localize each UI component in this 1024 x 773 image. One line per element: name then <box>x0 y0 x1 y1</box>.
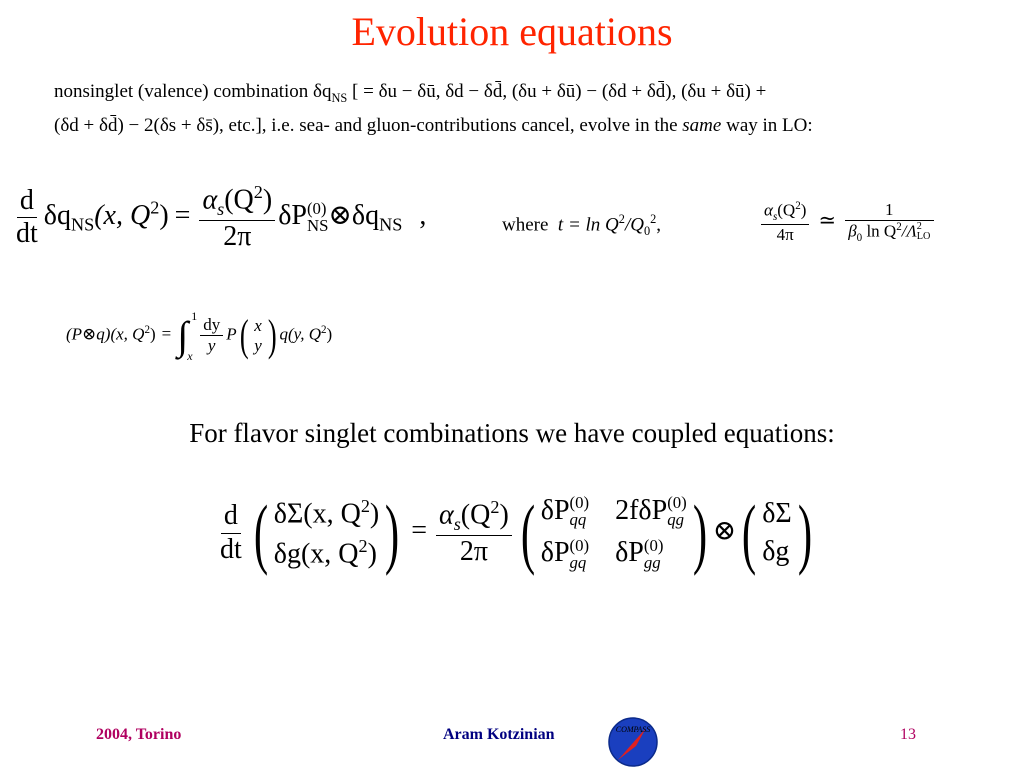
eq1-kernel-sub: NS <box>306 215 329 235</box>
eq3-dt: dt <box>220 533 242 565</box>
m21: δP <box>540 537 570 568</box>
eq2-den: 4π <box>776 224 794 244</box>
eq1-lhs-args: (x, Q <box>94 199 151 231</box>
conv-upper: 1 <box>191 309 198 323</box>
eq1-den: 2π <box>223 220 252 252</box>
t-def-mid: /Q <box>624 214 644 236</box>
eq3-v1: δΣ(x, Q <box>273 498 361 529</box>
intro-paragraph <box>54 78 984 140</box>
footer-date-location: 2004, Torino <box>96 726 182 743</box>
integral-sign: ∫ 1 x <box>177 309 198 363</box>
eq1-alpha-rest: (Q <box>224 184 254 216</box>
conv-lower: x <box>187 349 193 363</box>
m11: δP <box>540 494 570 526</box>
conv-x-over: x <box>254 315 262 335</box>
eq1-otimes: ⊗ <box>328 199 352 231</box>
eq2-rhs-num: 1 <box>845 200 934 221</box>
eq3-alpha: α <box>439 499 454 531</box>
conv-P: P <box>226 324 237 344</box>
singlet-evolution-equation: $\frac{d}{dt}$ ( δΣ(x, $Q^2$) δg(x, $Q^2$) ) = $\frac{\alpha_s(Q^2)}{2\pi}$ ( δP (0) qq 2fδP (0) qg δP (0) gq δP (0) gg ) ⊗( δΣ δg ) <box>214 494 818 572</box>
t-definition: where $t = \ln Q^2/Q_0^2$, <box>502 212 662 239</box>
conv-eq: = <box>161 324 172 344</box>
intro-same: same <box>682 114 722 136</box>
intro-ns-sub: NS <box>331 90 348 105</box>
eq3-v2: δg(x, Q <box>273 538 359 570</box>
eq1-kernel-sup: (0) <box>306 198 327 218</box>
conv-y-under: y <box>254 335 262 355</box>
running-coupling-equation: $\frac{\alpha_s(Q^2)}{4\pi}$ ≃ 1 $\beta_0$ $\ln Q^2/\Lambda$ 2 LO <box>758 200 937 244</box>
eq3-d: d <box>221 500 241 533</box>
eq2-alpha-rest: (Q <box>777 200 796 220</box>
conv-tail: q(y, Q <box>279 324 321 344</box>
eq1-lhs: δq <box>43 199 71 231</box>
intro-line1-rest: [ = δu − δū, δd − δd̄, (δu + δū) − (δd + δd̄), (δu + δū) + <box>347 81 767 102</box>
eq2-alpha: α <box>764 200 773 220</box>
footer-author: Aram Kotzinian <box>443 726 555 743</box>
m12: 2fδP <box>615 494 668 526</box>
eq2-ln: ln Q <box>862 221 897 241</box>
t-def-end: , <box>656 214 662 236</box>
eq2-lo: LO <box>916 231 931 243</box>
eq2-lambda: /Λ <box>901 221 917 241</box>
slide-title: Evolution equations <box>351 9 673 54</box>
page-number: 13 <box>900 726 916 743</box>
conv-dy: dy <box>200 315 223 336</box>
convolution-definition: (P⊗q)(x, $Q^2$) = ∫ 1 x $\frac{dy}{y}$ P( x y ) q(y, $Q^2$) <box>66 309 333 363</box>
t-def-sub: 0 <box>643 224 651 239</box>
intro-line2-rest: way in LO: <box>721 114 813 136</box>
eq3-otimes: ⊗ <box>712 515 737 547</box>
eq1-rhs-sub: NS <box>379 214 403 235</box>
nonsinglet-evolution-equation: $\frac{d}{dt}$ $\delta q_{NS}(x$, $Q^2$) = $\frac{\alpha_s(Q^2)}{2\pi}$ δP (0) NS $\otimes\delta q_{NS}$ , <box>10 182 426 253</box>
eq2-approx: ≃ <box>818 207 837 232</box>
conv-y: y <box>207 335 216 355</box>
eq3-alpha-rest: (Q <box>460 499 491 531</box>
conv-lhs: (P⊗q)(x, Q <box>66 324 145 344</box>
intro-line2: (δd + δd̄) − 2(δs + δs̄), etc.], i.e. sea- and gluon-contributions cancel, evolve in the <box>54 114 683 136</box>
logo-text: COMPASS <box>615 725 651 734</box>
eq1-dt: dt <box>16 218 38 250</box>
where-label: where <box>502 214 549 236</box>
singlet-sentence: For flavor singlet combinations we have coupled equations: <box>189 418 835 448</box>
eq1-comma: , <box>419 199 427 231</box>
eq2-beta: β <box>848 221 857 241</box>
eq1-kernel: δP <box>278 199 307 231</box>
eq1-alpha: α <box>202 184 218 216</box>
eq1-lhs-sub: NS <box>70 214 95 235</box>
intro-line1: nonsinglet (valence) combination δq <box>54 81 332 102</box>
eq1-d: d <box>17 185 37 218</box>
t-def: t = ln Q <box>557 214 619 236</box>
m22: δP <box>615 537 644 568</box>
eq3-w2: δg <box>762 536 790 567</box>
eq3-den: 2π <box>459 536 488 568</box>
eq3-w1: δΣ <box>762 498 792 529</box>
compass-logo <box>606 714 660 768</box>
eq1-rhs: δq <box>351 199 380 231</box>
